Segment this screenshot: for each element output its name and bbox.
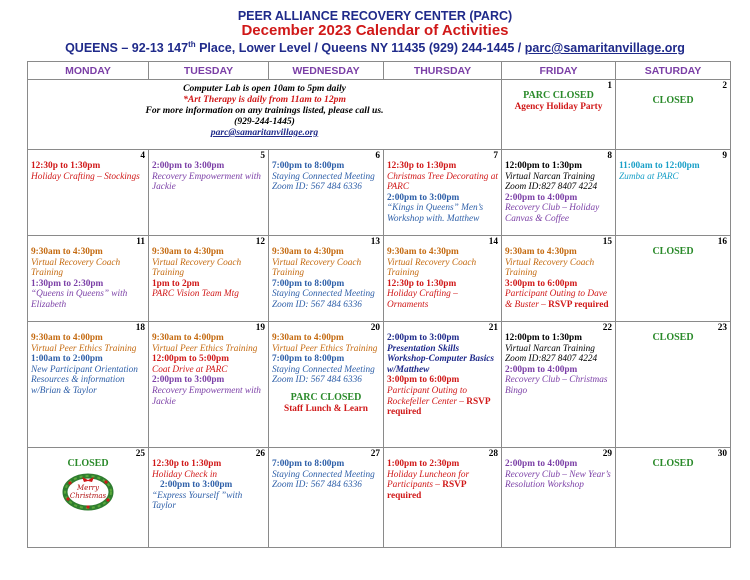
event-time: 2:00pm to 3:00pm	[152, 375, 225, 386]
closed-label: CLOSED	[652, 332, 694, 343]
event-time: 9:30am to 4:30pm	[505, 247, 577, 257]
event-time: 12:30p to 1:30pm	[387, 278, 457, 289]
event-time: 12:30p to 1:30pm	[31, 161, 101, 171]
event-time: 2:00pm to 4:00pm	[505, 459, 578, 469]
address-line	[0, 40, 750, 55]
event-desc: Agency Holiday Party	[514, 101, 603, 112]
day-number: 5	[260, 151, 265, 161]
event-time: 2:00pm to 3:00pm	[387, 333, 460, 343]
event-time: 3:00pm to 6:00pm	[505, 278, 578, 289]
day-cell-8	[502, 150, 616, 236]
day-number: 9	[722, 151, 727, 161]
day-number: 14	[488, 237, 498, 247]
day-number: 21	[488, 323, 498, 333]
day-number: 4	[140, 151, 145, 161]
event-time: 12:00pm to 1:30pm	[505, 333, 582, 343]
event-time: 7:00pm to 8:00pm	[272, 459, 345, 469]
event-time: 2:00pm to 3:00pm	[152, 161, 225, 171]
event-time: 1pm to 2pm	[152, 278, 200, 289]
event-desc-main: Holiday Luncheon for Participants –	[387, 469, 470, 491]
event-desc: Virtual Peer Ethics Training	[272, 343, 378, 354]
event-desc: Holiday Crafting – Stockings	[31, 171, 140, 182]
day-cell-4	[28, 150, 149, 236]
week-row-1	[28, 80, 731, 150]
event-time: 12:30p to 1:30pm	[387, 161, 457, 171]
notice-email-link[interactable]: parc@samaritanvillage.org	[210, 127, 319, 138]
event-time: 9:30am to 4:30pm	[31, 247, 103, 257]
event-desc: “Express Yourself ”with Taylor	[152, 490, 243, 512]
notice-info: For more information on any trainings listed, please call us.	[145, 105, 384, 116]
event-time: 9:30am to 4:30pm	[152, 247, 224, 257]
event-desc: Presentation Skills Workshop-Computer Basics w/Matthew	[387, 343, 495, 375]
day-header-monday: MONDAY	[28, 62, 149, 80]
day-number: 16	[717, 237, 727, 247]
event-desc-main: Participant Outing to Dave & Buster –	[505, 289, 607, 310]
day-number: 22	[602, 323, 612, 333]
event-time: 3:00pm to 6:00pm	[387, 375, 460, 386]
event-time: 1:30pm to 2:30pm	[31, 278, 104, 289]
event-time: 1:00pm to 2:30pm	[387, 459, 460, 469]
week-row-2	[28, 150, 731, 236]
day-cell-26	[149, 448, 269, 548]
week-row-5	[28, 448, 731, 548]
event-desc: Holiday Crafting – Ornaments	[387, 289, 458, 310]
day-number: 28	[488, 449, 498, 459]
event-time: 2:00pm to 3:00pm	[160, 480, 233, 491]
christmas-wreath-icon	[62, 473, 114, 511]
closed-label: CLOSED	[652, 458, 694, 469]
day-number: 7	[493, 151, 498, 161]
day-number: 20	[370, 323, 380, 333]
day-cell-6	[269, 150, 384, 236]
closed-label: PARC CLOSED	[523, 90, 594, 101]
event-time: 2:00pm to 4:00pm	[505, 364, 578, 375]
event-time: 9:30am to 4:30pm	[272, 247, 344, 257]
wreath-text-christmas: Christmas	[69, 491, 107, 500]
event-desc: Virtual Peer Ethics Training	[152, 343, 258, 354]
day-cell-19	[149, 322, 269, 448]
event-desc: Virtual Recovery Coach Training	[272, 257, 362, 279]
day-cell-22	[502, 322, 616, 448]
event-desc: Recovery Empowerment with Jackie	[152, 171, 261, 193]
event-desc: “Queens in Queens” with Elizabeth	[31, 289, 128, 310]
event-desc: Staying Connected Meeting Zoom ID: 567 484 6336	[272, 469, 375, 491]
event-time: 9:30am to 4:30pm	[387, 247, 459, 257]
day-cell-23	[616, 322, 731, 448]
notice-phone: (929-244-1445)	[234, 116, 295, 127]
notice-art-therapy: *Art Therapy is daily from 11am to 12pm	[183, 94, 346, 105]
week-row-3	[28, 236, 731, 322]
wreath-text-merry: Merry	[77, 483, 99, 492]
day-number: 18	[135, 323, 145, 333]
day-number: 11	[136, 237, 145, 247]
notice-lab-hours: Computer Lab is open 10am to 5pm daily	[183, 83, 346, 94]
event-time: 2:00pm to 3:00pm	[387, 192, 460, 203]
day-header-saturday: SATURDAY	[616, 62, 731, 80]
day-number: 23	[717, 323, 727, 333]
event-desc: Staying Connected Meeting Zoom ID: 567 484 6336	[272, 171, 375, 193]
email-link[interactable]: parc@samaritanvillage.org	[524, 41, 685, 56]
day-cell-2	[616, 80, 731, 150]
day-cell-29	[502, 448, 616, 548]
event-time: 9:30am to 4:00pm	[31, 333, 103, 343]
day-cell-1	[502, 80, 616, 150]
day-cell-7	[384, 150, 502, 236]
day-number: 13	[370, 237, 380, 247]
event-desc: New Participant Orientation Resources & information w/Brian & Taylor	[31, 364, 138, 396]
day-number: 15	[602, 237, 612, 247]
day-cell-25	[28, 448, 149, 548]
day-number: 25	[135, 449, 145, 459]
event-desc: Virtual Peer Ethics Training	[31, 343, 137, 354]
day-cell-5	[149, 150, 269, 236]
day-cell-13	[269, 236, 384, 322]
event-time: 7:00pm to 8:00pm	[272, 161, 345, 171]
closed-label: CLOSED	[67, 458, 109, 469]
event-desc: Staying Connected Meeting Zoom ID: 567 484 6336	[272, 289, 375, 310]
day-cell-18	[28, 322, 149, 448]
day-cell-27	[269, 448, 384, 548]
day-cell-30	[616, 448, 731, 548]
rsvp-note: RSVP required	[387, 396, 491, 418]
event-time: 2:00pm to 4:00pm	[505, 192, 578, 203]
day-cell-15	[502, 236, 616, 322]
event-desc	[505, 289, 612, 310]
event-desc: Virtual Narcan Training Zoom ID:827 8407 4224	[505, 171, 598, 193]
rsvp-note: RSVP required	[387, 480, 467, 501]
event-time: 12:00pm to 5:00pm	[152, 354, 229, 365]
address-suffix: Place, Lower Level / Queens NY 11435 (929) 244-1445 /	[195, 41, 525, 56]
event-desc-main: Participant Outing to Rockefeller Center –	[387, 385, 468, 407]
address-sup: th	[188, 40, 196, 49]
event-desc: Virtual Narcan Training Zoom ID:827 8407 4224	[505, 343, 598, 365]
day-header-tuesday: TUESDAY	[149, 62, 269, 80]
event-desc: Virtual Recovery Coach Training	[152, 257, 242, 279]
event-time: 12:00pm to 1:30pm	[505, 161, 582, 171]
event-desc	[387, 470, 498, 502]
day-number: 6	[375, 151, 380, 161]
day-number: 1	[607, 81, 612, 91]
day-header-thursday: THURSDAY	[384, 62, 502, 80]
day-number: 26	[255, 449, 265, 459]
day-number: 2	[722, 81, 727, 91]
event-time: 7:00pm to 8:00pm	[272, 278, 345, 289]
closed-label: PARC CLOSED	[290, 391, 362, 403]
closed-label: CLOSED	[652, 246, 694, 257]
org-name: PEER ALLIANCE RECOVERY CENTER (PARC)	[237, 9, 513, 23]
event-time: 9:30am to 4:00pm	[272, 333, 344, 343]
event-time: 7:00pm to 8:00pm	[272, 354, 345, 365]
event-desc: Holiday Check in	[152, 469, 218, 480]
event-desc: Christmas Tree Decorating at PARC	[387, 171, 498, 193]
day-cell-11	[28, 236, 149, 322]
day-header-row	[28, 62, 731, 80]
closed-label: CLOSED	[652, 95, 694, 106]
event-time: 1:00am to 2:00pm	[31, 354, 103, 365]
day-cell-16	[616, 236, 731, 322]
day-cell-12	[149, 236, 269, 322]
event-desc: Virtual Recovery Coach Training	[31, 257, 121, 279]
event-desc: Recovery Empowerment with Jackie	[152, 385, 261, 407]
notice-cell	[28, 80, 502, 150]
event-desc: Recovery Club – Christmas Bingo	[505, 375, 608, 396]
event-desc: Virtual Recovery Coach Training	[387, 257, 477, 279]
event-time: 12:30p to 1:30pm	[152, 459, 222, 469]
event-desc: Virtual Recovery Coach Training	[505, 257, 595, 279]
day-number: 8	[607, 151, 612, 161]
week-row-4	[28, 322, 731, 448]
event-desc: Staff Lunch & Learn	[284, 403, 368, 414]
calendar-title: December 2023 Calendar of Activities	[241, 22, 509, 39]
event-desc: Coat Drive at PARC	[152, 364, 228, 375]
event-desc	[387, 386, 498, 418]
day-header-friday: FRIDAY	[502, 62, 616, 80]
day-cell-14	[384, 236, 502, 322]
day-number: 27	[370, 449, 380, 459]
event-time: 11:00am to 12:00pm	[619, 161, 700, 171]
event-desc: “Kings in Queens” Men’s Workshop with. Matthew	[387, 203, 484, 224]
rsvp-note: RSVP required	[545, 299, 609, 310]
day-number: 12	[255, 237, 265, 247]
calendar-grid	[27, 61, 731, 548]
event-desc: PARC Vision Team Mtg	[152, 289, 239, 300]
day-cell-21	[384, 322, 502, 448]
address-prefix: QUEENS – 92-13 147	[65, 41, 189, 56]
day-cell-28	[384, 448, 502, 548]
event-desc: Recovery Club – New Year’s Resolution Workshop	[505, 469, 611, 491]
day-cell-9	[616, 150, 731, 236]
event-desc: Staying Connected Meeting Zoom ID: 567 484 6336	[272, 364, 375, 386]
event-time: 9:30am to 4:00pm	[152, 333, 224, 343]
day-number: 29	[602, 449, 612, 459]
day-header-wednesday: WEDNESDAY	[269, 62, 384, 80]
day-number: 30	[717, 449, 727, 459]
day-cell-20	[269, 322, 384, 448]
event-desc: Recovery Club – Holiday Canvas & Coffee	[505, 203, 600, 224]
day-number: 19	[255, 323, 265, 333]
event-desc: Zumba at PARC	[619, 171, 679, 182]
